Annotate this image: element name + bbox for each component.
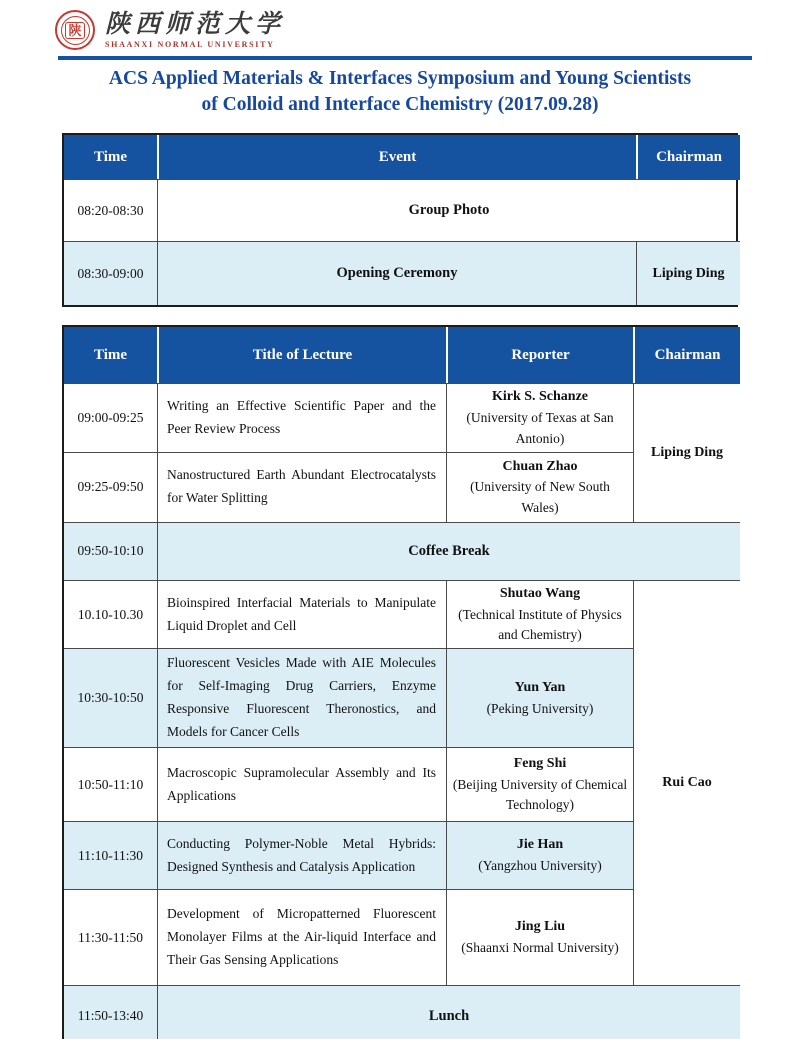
header-cell-chairman: Chairman xyxy=(636,135,740,179)
university-seal-icon xyxy=(55,10,95,50)
time-cell: 09:50-10:10 xyxy=(64,522,157,580)
reporter-affiliation: (Yangzhou University) xyxy=(478,858,602,873)
header-cell-event: Event xyxy=(157,135,636,179)
reporter-cell xyxy=(446,383,633,452)
lecture-table xyxy=(62,325,738,1039)
lecture-title-cell: Nanostructured Earth Abundant Electrocatalysts for Water Splitting xyxy=(157,452,446,522)
ceremony-table-header-row xyxy=(64,135,740,179)
header-cell-time: Time xyxy=(64,327,157,383)
reporter-cell xyxy=(446,648,633,747)
reporter-name: Jie Han xyxy=(516,837,564,853)
table-row xyxy=(64,383,740,452)
time-cell: 09:25-09:50 xyxy=(64,452,157,522)
university-logo xyxy=(55,8,800,52)
reporter-name: Yun Yan xyxy=(514,679,566,695)
reporter-affiliation: (Shaanxi Normal University) xyxy=(461,940,619,955)
header-cell-chairman: Chairman xyxy=(633,327,740,383)
reporter-affiliation: (Beijing University of Chemical Technology) xyxy=(452,776,628,813)
reporter-cell xyxy=(446,821,633,889)
reporter-cell xyxy=(446,580,633,649)
reporter-name: Shutao Wang xyxy=(499,585,581,601)
reporter-name: Jing Liu xyxy=(514,919,566,935)
break-label-cell: Coffee Break xyxy=(157,522,740,580)
header-cell-time: Time xyxy=(64,135,157,179)
university-name-zh: 陕西师范大学 xyxy=(105,11,286,39)
time-cell: 11:50-13:40 xyxy=(64,985,157,1039)
reporter-cell xyxy=(446,889,633,985)
seal-inner-ring xyxy=(61,16,90,45)
university-name-block xyxy=(105,11,285,49)
chairman-cell: Liping Ding xyxy=(636,241,740,305)
document-title-line2: of Colloid and Interface Chemistry (2017.09.28) xyxy=(201,94,599,116)
reporter-affiliation: (University of Texas at San Antonio) xyxy=(466,410,614,446)
time-cell: 11:10-11:30 xyxy=(64,821,157,889)
event-cell: Opening Ceremony xyxy=(157,241,636,305)
table-row xyxy=(64,580,740,649)
reporter-cell xyxy=(446,747,633,821)
time-cell: 11:30-11:50 xyxy=(64,889,157,985)
ceremony-table xyxy=(62,133,738,307)
lecture-title-cell: Macroscopic Supramolecular Assembly and Its Applications xyxy=(157,747,446,821)
document-title xyxy=(0,66,800,120)
table-row-lunch xyxy=(64,985,740,1039)
document-title-line1: ACS Applied Materials & Interfaces Symposium and Young Scientists xyxy=(108,67,692,89)
event-cell: Group Photo xyxy=(157,179,740,241)
reporter-name: Kirk S. Schanze xyxy=(491,389,589,405)
divider-rule xyxy=(58,56,752,60)
university-name-en: SHAANXI NORMAL UNIVERSITY xyxy=(105,39,275,49)
chairman-cell: Liping Ding xyxy=(633,383,740,522)
table-row xyxy=(64,179,740,241)
time-cell: 09:00-09:25 xyxy=(64,383,157,452)
reporter-cell xyxy=(446,452,633,522)
lecture-title-cell: Bioinspired Interfacial Materials to Manipulate Liquid Droplet and Cell xyxy=(157,580,446,649)
reporter-affiliation: (Technical Institute of Physics and Chemistry) xyxy=(458,606,622,643)
header-cell-reporter: Reporter xyxy=(446,327,633,383)
time-cell: 10:50-11:10 xyxy=(64,747,157,821)
reporter-affiliation: (University of New South Wales) xyxy=(470,479,610,516)
reporter-name: Chuan Zhao xyxy=(502,458,578,474)
lecture-title-cell: Development of Micropatterned Fluorescent Monolayer Films at the Air-liquid Interface and Their Gas Sensing Applications xyxy=(157,889,446,985)
lecture-table-header-row xyxy=(64,327,740,383)
reporter-name: Feng Shi xyxy=(513,755,567,771)
seal-character: 陕 xyxy=(65,22,84,39)
time-cell: 10.10-10.30 xyxy=(64,580,157,649)
reporter-affiliation: (Peking University) xyxy=(486,700,594,716)
break-label-cell: Lunch xyxy=(157,985,740,1039)
lecture-title-cell: Writing an Effective Scientific Paper and the Peer Review Process xyxy=(157,383,446,452)
time-cell: 08:20-08:30 xyxy=(64,179,157,241)
time-cell: 10:30-10:50 xyxy=(64,648,157,747)
lecture-title-cell: Conducting Polymer-Noble Metal Hybrids: Designed Synthesis and Catalysis Application xyxy=(157,821,446,889)
lecture-title-cell: Fluorescent Vesicles Made with AIE Molecules for Self-Imaging Drug Carriers, Enzyme Responsive Fluorescent Theronostics, and Models for Cancer Cells xyxy=(157,648,446,747)
time-cell: 08:30-09:00 xyxy=(64,241,157,305)
header-cell-title: Title of Lecture xyxy=(157,327,446,383)
table-row xyxy=(64,241,740,305)
table-row-coffee-break xyxy=(64,522,740,580)
chairman-cell: Rui Cao xyxy=(633,580,740,985)
